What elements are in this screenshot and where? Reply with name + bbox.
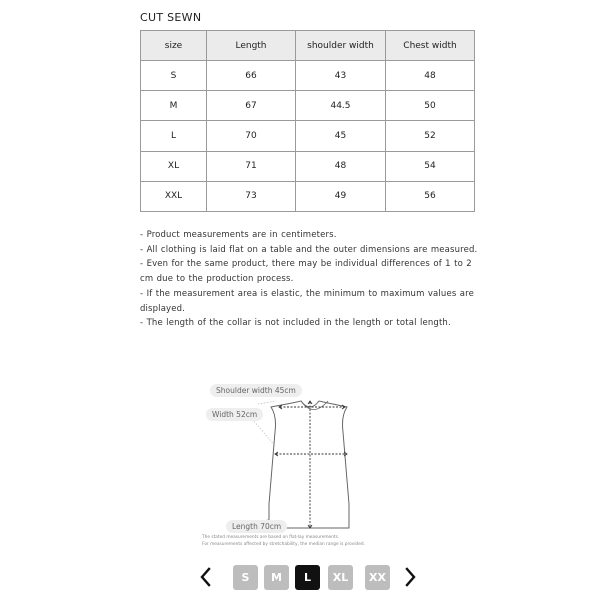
chevron-left-icon[interactable]	[196, 564, 216, 590]
fine-print-line: The stated measurements are based on flat-lay measurements.	[202, 535, 340, 540]
chest-width-label: Width 52cm	[206, 408, 263, 421]
table-cell: L	[141, 121, 207, 151]
table-row	[141, 91, 475, 121]
table-header-row	[141, 31, 475, 61]
table-cell: 48	[386, 61, 475, 91]
table-cell: XXL	[141, 181, 207, 211]
table-row	[141, 61, 475, 91]
table-cell: 73	[207, 181, 296, 211]
header-size: size	[141, 31, 207, 61]
table-cell: 49	[296, 181, 386, 211]
size-button-l[interactable]: L	[295, 565, 320, 590]
table-cell: 54	[386, 151, 475, 181]
header-chest-width: Chest width	[386, 31, 475, 61]
size-button-m[interactable]: M	[264, 565, 289, 590]
table-cell: 52	[386, 121, 475, 151]
table-cell: 70	[207, 121, 296, 151]
table-cell: XL	[141, 151, 207, 181]
table-row	[141, 151, 475, 181]
page-title: CUT SEWN	[140, 11, 202, 24]
measurement-notes	[140, 228, 480, 331]
table-cell: 48	[296, 151, 386, 181]
size-button-xxl[interactable]: XX	[365, 565, 390, 590]
header-length: Length	[207, 31, 296, 61]
size-table	[140, 30, 475, 212]
table-cell: 67	[207, 91, 296, 121]
table-cell: 44.5	[296, 91, 386, 121]
size-button-xl[interactable]: XL	[328, 565, 353, 590]
table-cell: 71	[207, 151, 296, 181]
table-cell: 66	[207, 61, 296, 91]
measurement-diagram	[196, 380, 366, 555]
fine-print-line: For measurements affected by stretchability, the median range is provided.	[202, 542, 366, 547]
note-line: - The length of the collar is not included in the length or total length.	[140, 318, 451, 329]
table-row	[141, 181, 475, 211]
table-cell: S	[141, 61, 207, 91]
table-cell: 56	[386, 181, 475, 211]
table-cell: 45	[296, 121, 386, 151]
length-label: Length 70cm	[226, 520, 287, 533]
table-cell: M	[141, 91, 207, 121]
shoulder-width-label: Shoulder width 45cm	[210, 384, 302, 397]
note-line: - If the measurement area is elastic, the minimum to maximum values are displayed.	[140, 288, 474, 314]
table-cell: 50	[386, 91, 475, 121]
note-line: - Even for the same product, there may be individual differences of 1 to 2 cm due to the production process.	[140, 259, 472, 285]
chevron-right-icon[interactable]	[400, 564, 420, 590]
note-line: - Product measurements are in centimeters.	[140, 230, 337, 240]
table-row	[141, 121, 475, 151]
header-shoulder-width: shoulder width	[296, 31, 386, 61]
note-line: - All clothing is laid flat on a table and the outer dimensions are measured.	[140, 244, 478, 255]
size-button-s[interactable]: S	[233, 565, 258, 590]
table-cell: 43	[296, 61, 386, 91]
